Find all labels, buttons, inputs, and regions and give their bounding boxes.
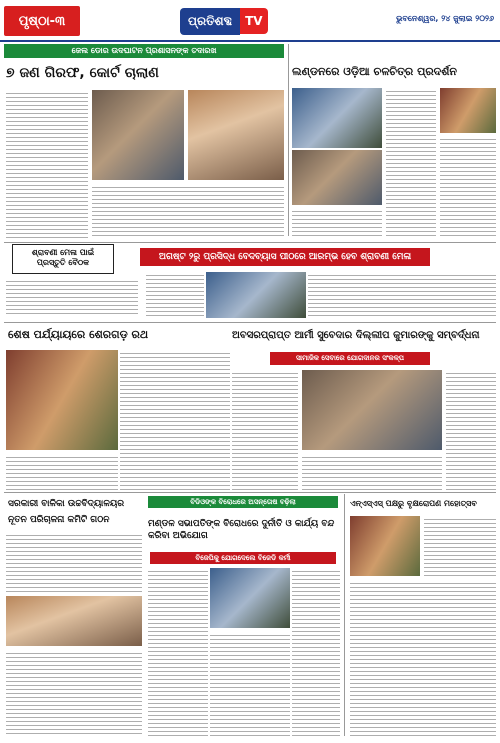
story4-banner: ଅଗଷ୍ଟ ୨ରୁ ପ୍ରସିଦ୍ଧ ବେଦବ୍ୟାସ ପୀଠରେ ଆରମ୍ଭ ହେବ ଶ୍ରାବଣୀ ମେଳା	[140, 248, 430, 266]
story5-photo	[6, 350, 118, 450]
story5-headline: ଶେଷ ପର୍ଯ୍ୟାୟରେ ଶେରଗଡ଼ ରଥ	[8, 328, 149, 341]
row-divider	[4, 242, 496, 243]
story8-headline: ମଣ୍ଡଳ ସଭାପତିଙ୍କ ବିରୋଧରେ ଦୁର୍ନୀତି ଓ କାର୍ଯ୍ୟ ବନ୍ଦ କରିବା ଅଭିଯୋଗ	[148, 519, 335, 541]
story1-body	[6, 90, 88, 238]
story9-body-2	[350, 580, 496, 736]
page-number: ପୃଷ୍ଠା-୩	[4, 6, 80, 36]
story6-body-2	[446, 370, 496, 490]
story7-body	[6, 532, 142, 592]
story9-photo	[350, 516, 420, 576]
story5-body	[120, 350, 230, 490]
story2-photo-3	[440, 88, 496, 133]
story1-photo-1	[92, 90, 184, 180]
story2-body-2	[440, 136, 496, 236]
story7-headline-2: ନୂତନ ପରିଚାଳନା କମିଟି ଗଠନ	[8, 515, 110, 525]
story4-photo	[206, 272, 306, 318]
header-rule	[0, 40, 500, 42]
story9-body-1	[424, 516, 496, 576]
column-divider	[288, 44, 289, 236]
story8-body-1	[148, 568, 208, 736]
story7-headline-1: ସରକାରୀ ବାଳିକା ଉଚ୍ଚବିଦ୍ୟାଳୟର	[8, 499, 125, 509]
story1-headline: ୭ ଜଣ ଗିରଫ, କୋର୍ଟ ଚାଲାଣ	[6, 65, 159, 81]
story7-body-2	[6, 650, 142, 736]
story6-photo	[302, 370, 442, 450]
column-divider-2	[344, 494, 345, 736]
story6-body-3	[302, 454, 442, 490]
story4-body-1	[146, 272, 204, 318]
masthead-logo[interactable]	[180, 6, 268, 36]
story2-body-3	[292, 208, 382, 238]
masthead-tv: TV	[240, 8, 267, 34]
story2-photo-1	[292, 88, 382, 148]
masthead-name: ପ୍ରତିଶବ୍ଦ	[180, 8, 240, 35]
story3-title-2: ପ୍ରସ୍ତୁତି ବୈଠକ	[36, 258, 90, 267]
story1-kicker: ଜେଲ ଡୋର ଉଦଘାଟନ ପ୍ରଶାସନଙ୍କ ତଦାରଖ	[4, 44, 284, 58]
story2-photo-2	[292, 150, 382, 205]
story4-body-2	[308, 272, 496, 318]
row-divider-2	[4, 322, 496, 323]
story1-body-2	[92, 184, 284, 238]
story8-photo	[210, 568, 290, 628]
story3-title-1: ଶ୍ରାବଣୀ ମେଳା ପାଇଁ	[31, 248, 95, 257]
story6-body-1	[232, 370, 298, 490]
story8-body-2	[292, 568, 340, 736]
story6-kicker: ସାମାଜିକ ସେବାରେ ଯୋଗଦାନର ସଂକଳ୍ପ	[270, 352, 430, 365]
story9-headline: ଏନ୍ଏସ୍ଏସ୍ ପକ୍ଷରୁ ବୃକ୍ଷରୋପଣ ମହୋତ୍ସବ	[350, 499, 477, 508]
story2-headline: ଲଣ୍ଡନରେ ଓଡ଼ିଆ ଚଳଚିତ୍ର ପ୍ରଦର୍ଶନ	[292, 65, 457, 78]
story3-body	[6, 278, 138, 314]
story1-photo-2	[188, 90, 284, 180]
row-divider-3	[4, 492, 496, 493]
story6-headline: ଅବସରପ୍ରାପ୍ତ ଆର୍ମୀ ସୁବେଦାର ଦିଲ୍ଲୀପ କୁମାରଙ୍କୁ ସମ୍ବର୍ଦ୍ଧନା	[232, 329, 480, 341]
story5-body-2	[6, 454, 118, 490]
story8-body-3	[210, 632, 290, 736]
story8-kicker: ବିଡିଓଙ୍କ ବିରୋଧରେ ଅସନ୍ତୋଷ ବଢ଼ିଲା	[148, 496, 338, 508]
story8-sub: ବିଜେପିକୁ ଯୋଗଦେଲେ ବିଜେଡି କର୍ମୀ	[150, 552, 336, 564]
story3-box	[12, 244, 114, 274]
story2-body	[386, 88, 436, 236]
story7-photo	[6, 596, 142, 646]
dateline: ଭୁବନେଶ୍ୱର, ୨୪ ଜୁଲାଇ ୨୦୨୬	[396, 14, 494, 23]
